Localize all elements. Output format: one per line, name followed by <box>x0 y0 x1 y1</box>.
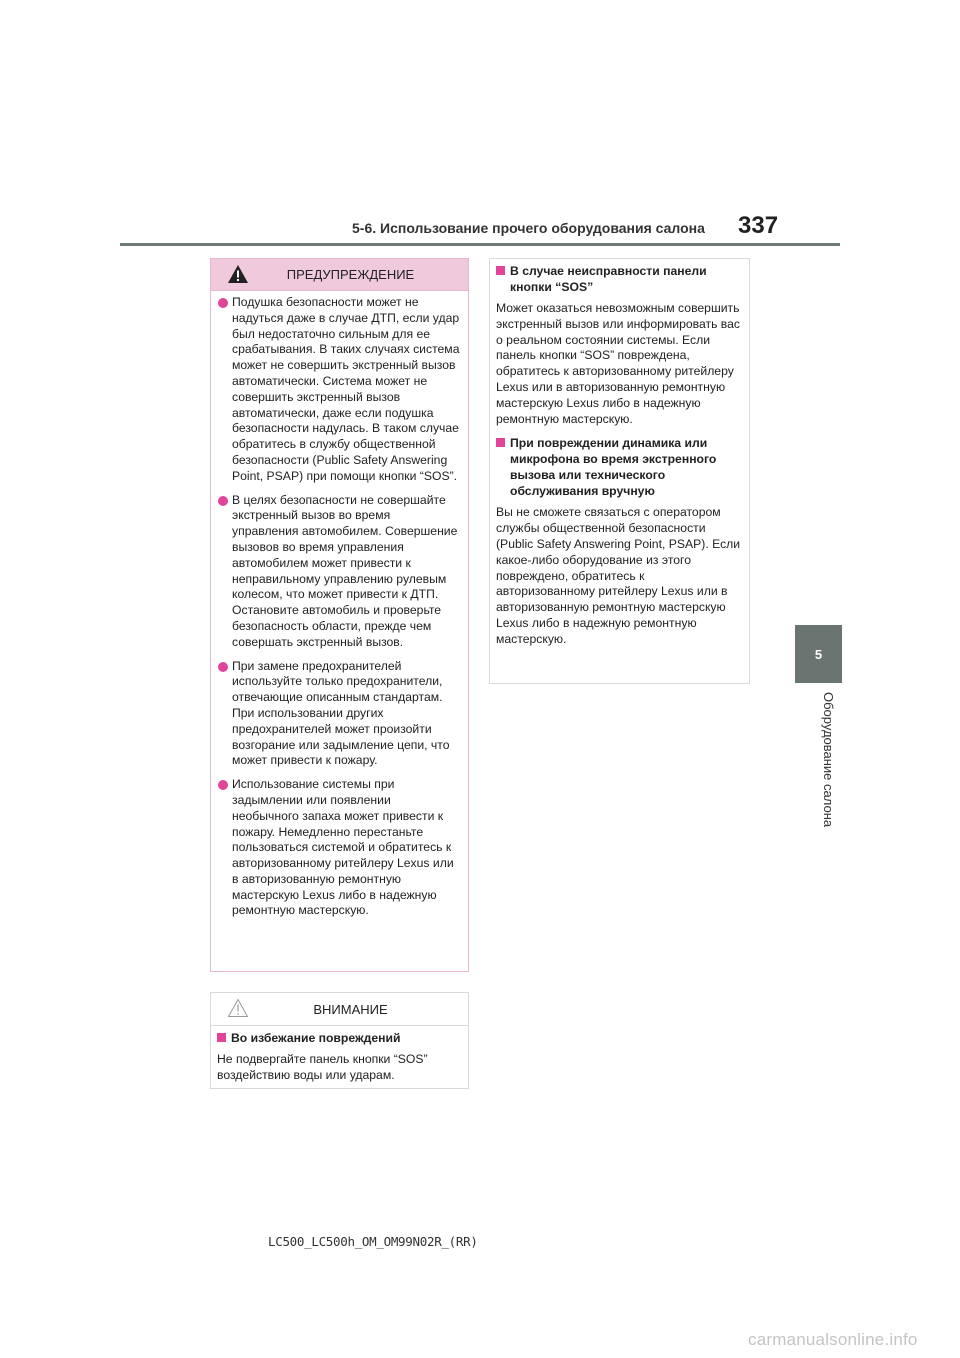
document-code: LC500_LC500h_OM_OM99N02R_(RR) <box>268 1234 478 1249</box>
chapter-number: 5 <box>814 646 823 662</box>
caution-triangle-icon <box>227 998 249 1018</box>
watermark: carmanualsonline.info <box>748 1330 918 1349</box>
bullet-dot-icon <box>218 496 228 506</box>
section-title: 5-6. Использование прочего оборудования салона <box>352 220 705 236</box>
bullet-dot-icon <box>218 298 228 308</box>
warning-item-text: В целях безопасности не совершайте экстренный вызов во время управления автомобилем. Совершение вызовов во время управления автомобилем может привести к неправильному управлению рулевым колесом, что может привести к ДТП. Остановите автомобиль и проверьте безопасность области, прежде чем совершать экстренный вызов. <box>232 492 458 649</box>
header-divider <box>120 243 840 246</box>
square-bullet-icon <box>496 266 505 275</box>
bullet-dot-icon <box>218 780 228 790</box>
page-number: 337 <box>738 212 779 239</box>
warning-item-text: Подушка безопасности может не надуться даже в случае ДТП, если удар был недостаточно сильным для ее срабатывания. В таких случаях система может не совершить экстренный вызов автоматически. Система может не совершить экстренный вызов автоматически, даже если подушка безопасности надулась. В таком случае обратитесь в службу общественной безопасности (Public Safety Answering Point, PSAP) при помощи кнопки “SOS”. <box>232 295 460 483</box>
bullet-dot-icon <box>218 662 228 672</box>
chapter-title: Оборудование салона <box>821 692 836 828</box>
info-text: Может оказаться невозможным совершить экстренный вызов или информировать вас о реальном состоянии системы. Если панель кнопки “SOS” повреждена, обратитесь к авторизованному ритейлеру Lexus или в авторизованную ремонтную мастерскую Lexus либо в надежную ремонтную мастерскую. <box>496 301 741 426</box>
warning-item <box>215 295 460 485</box>
square-bullet-icon <box>217 1033 226 1042</box>
caution-header <box>211 993 468 1026</box>
warning-item-text: При замене предохранителей используйте только предохранители, отвечающие описанным стандартам. При использовании других предохранителей может произойти возгорание или задымление цепи, что может привести к пожару. <box>232 658 450 768</box>
warning-item <box>215 777 460 919</box>
info-heading: В случае неисправности панели кнопки “SOS” <box>494 263 741 295</box>
chapter-tab[interactable] <box>795 625 842 683</box>
warning-title: ПРЕДУПРЕЖДЕНИЕ <box>286 267 415 282</box>
caution-box <box>210 992 469 1089</box>
warning-triangle-icon <box>227 264 249 284</box>
warning-item <box>215 659 460 770</box>
caution-subheading: Во избежание повреждений <box>215 1030 460 1046</box>
warning-item-text: Использование системы при задымлении или появлении необычного запаха может привести к пожару. Немедленно перестаньте пользоваться системой и обратитесь к авторизованному ритейлеру Lexus или в авторизованную ремонтную мастерскую Lexus либо в надежную ремонтную мастерскую. <box>232 777 454 918</box>
info-text: Вы не сможете связаться с оператором службы общественной безопасности (Public Safety Answering Point, PSAP). Если какое-либо оборудование из этого повреждено, обратитесь к авторизованному ритейлеру Lexus или в авторизованную ремонтную мастерскую Lexus либо в надежную ремонтную мастерскую. <box>496 505 741 646</box>
warning-box <box>210 258 469 972</box>
info-heading: При повреждении динамика или микрофона во время экстренного вызова или технического обслуживания вручную <box>494 435 741 499</box>
warning-header <box>211 259 468 291</box>
warning-item <box>215 493 460 651</box>
caution-text: Не подвергайте панель кнопки “SOS” воздействию воды или ударам. <box>217 1052 428 1082</box>
info-box <box>489 258 750 684</box>
caution-title: ВНИМАНИЕ <box>313 1001 388 1017</box>
square-bullet-icon <box>496 438 505 447</box>
